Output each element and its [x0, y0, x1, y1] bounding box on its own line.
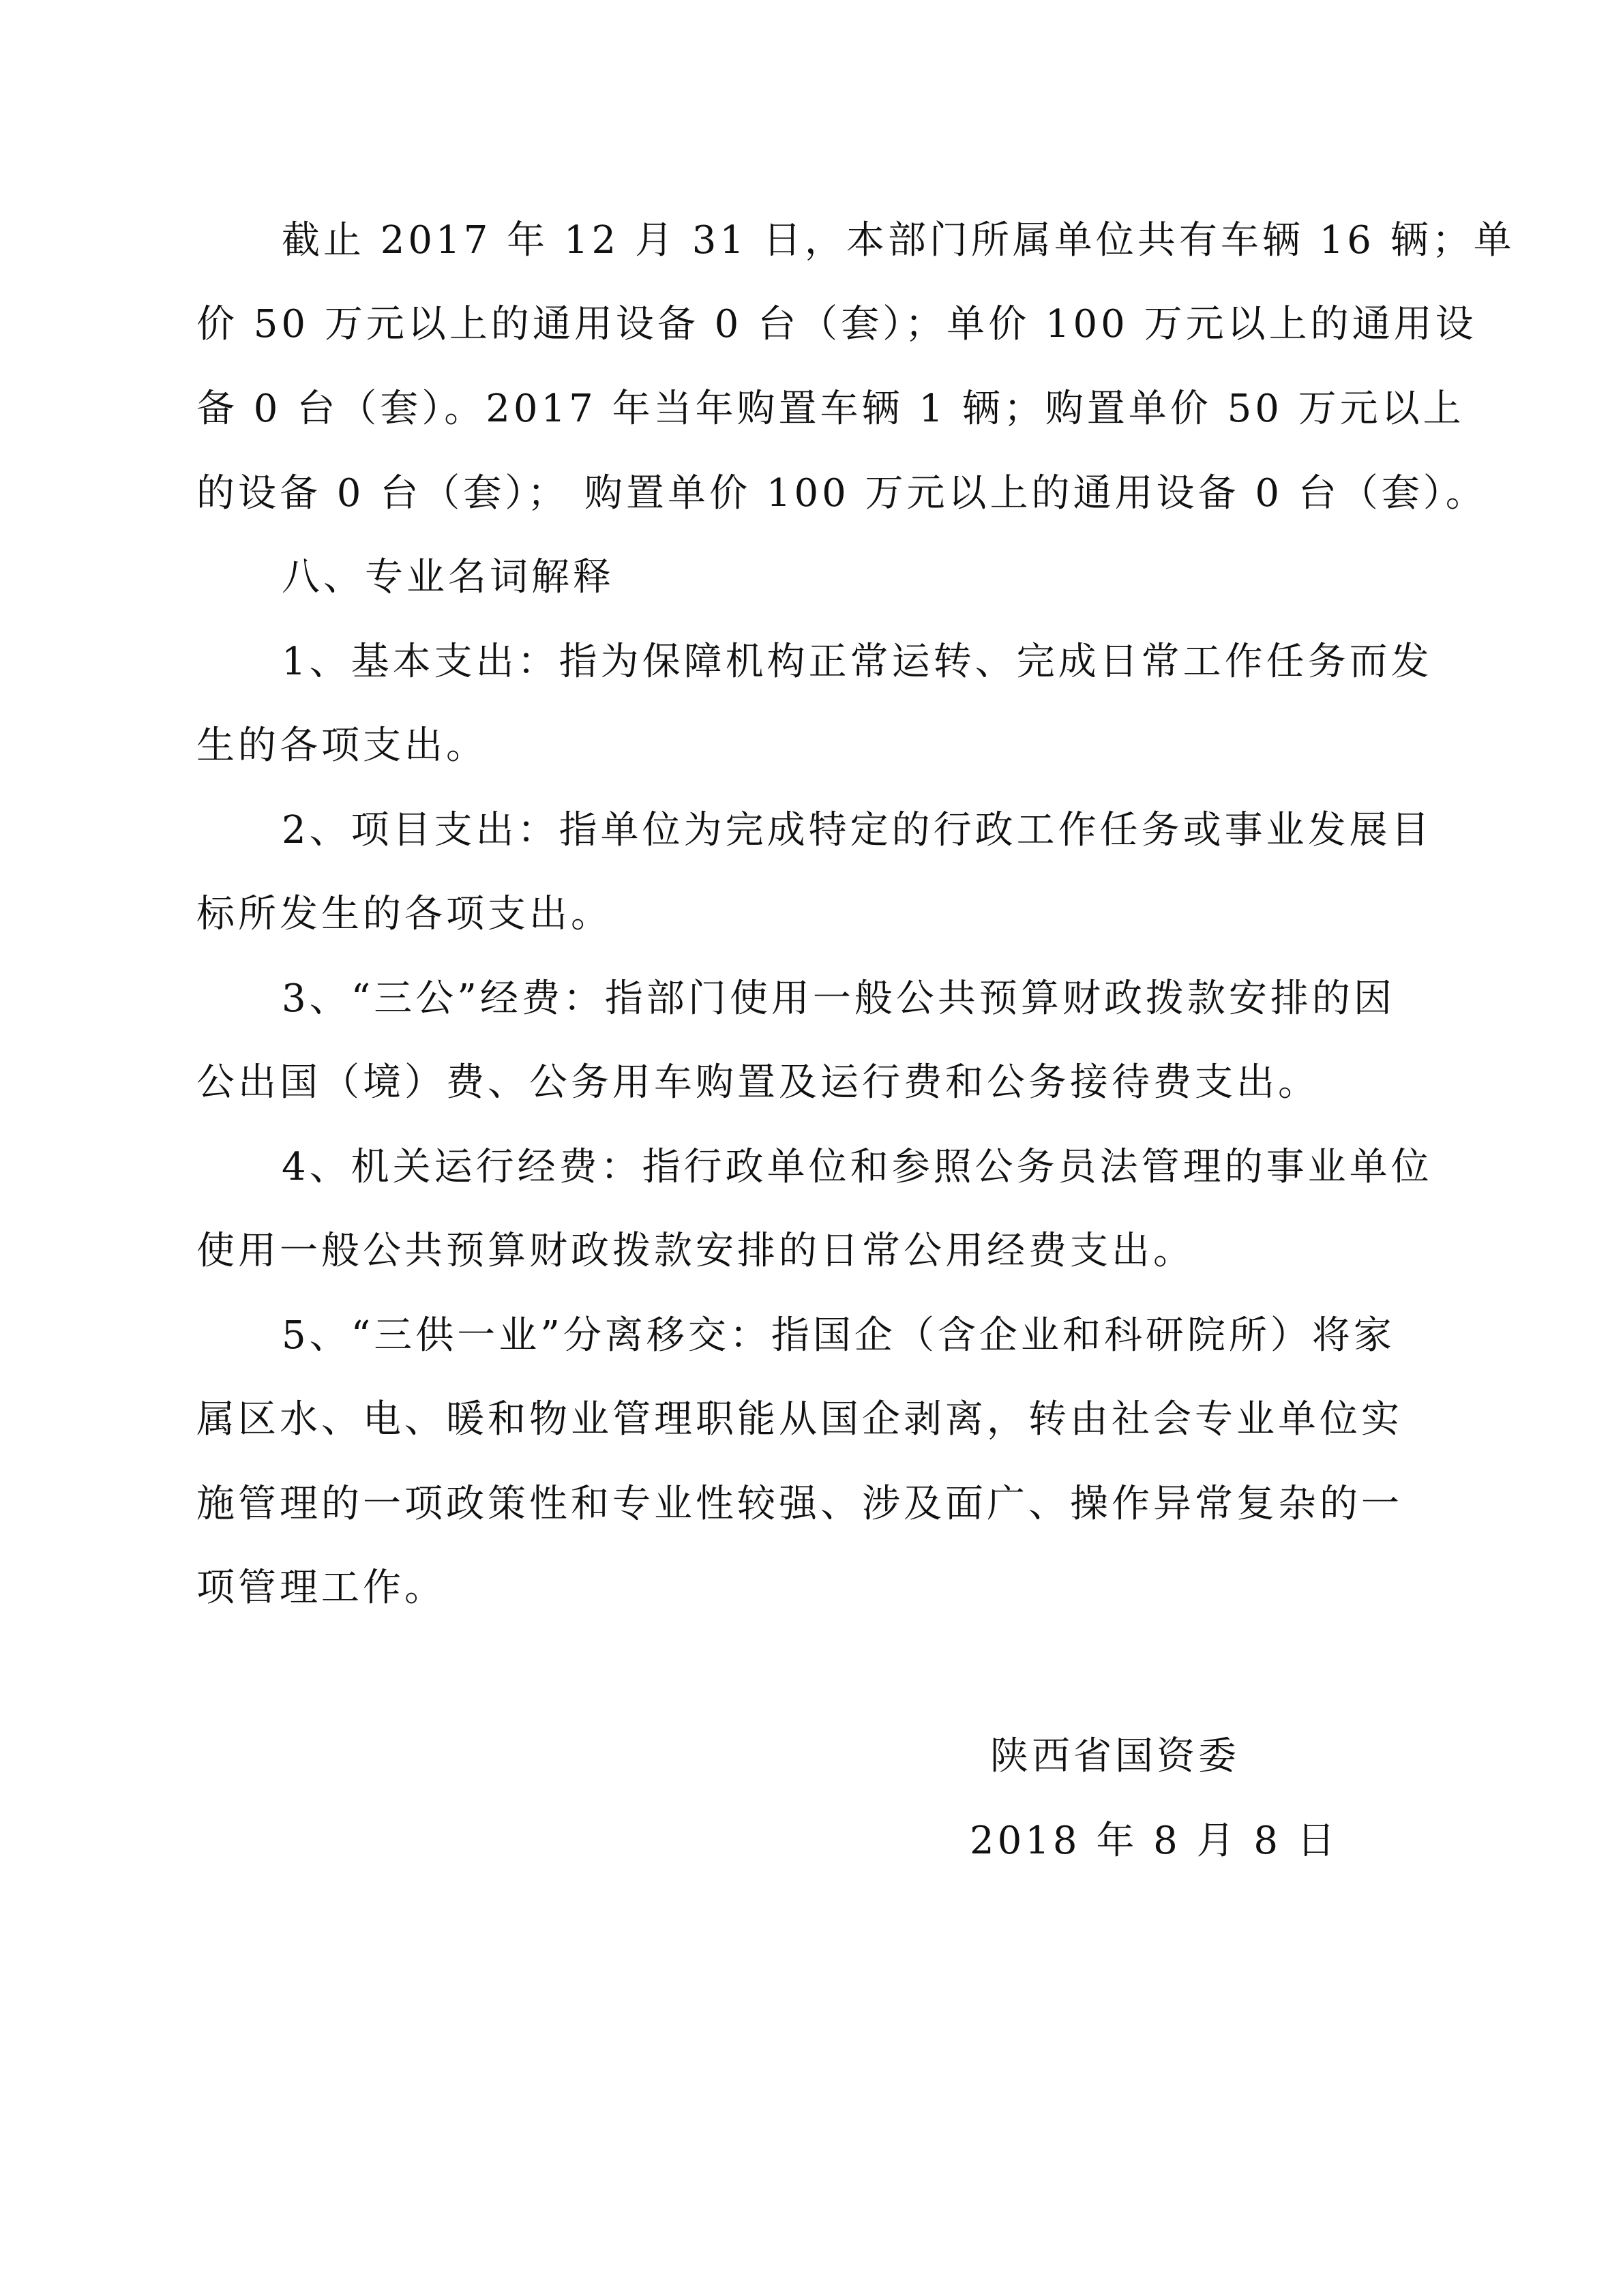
paragraph-line: 项管理工作。 [196, 1566, 446, 1610]
signature-date: 2018 年 8 月 8 日 [970, 1819, 1339, 1863]
paragraph-line: 1、基本支出：指为保障机构正常运转、完成日常工作任务而发 [282, 640, 1433, 684]
paragraph-line: 5、“三供一业”分离移交：指国企（含企业和科研院所）将家 [282, 1313, 1395, 1358]
paragraph-line: 的设备 0 台（套）； 购置单价 100 万元以上的通用设备 0 台（套）。 [196, 471, 1487, 516]
paragraph-line: 截止 2017 年 12 月 31 日，本部门所属单位共有车辆 16 辆；单 [282, 218, 1515, 263]
paragraph-line: 价 50 万元以上的通用设备 0 台（套）；单价 100 万元以上的通用设 [196, 302, 1477, 346]
paragraph-line: 公出国（境）费、公务用车购置及运行费和公务接待费支出。 [196, 1060, 1320, 1105]
paragraph-line: 生的各项支出。 [196, 724, 488, 768]
paragraph-line: 备 0 台（套）。2017 年当年购置车辆 1 辆；购置单价 50 万元以上 [196, 387, 1465, 431]
paragraph-line: 4、机关运行经费：指行政单位和参照公务员法管理的事业单位 [282, 1145, 1433, 1189]
paragraph-line: 3、“三公”经费：指部门使用一般公共预算财政拨款安排的因 [282, 976, 1395, 1021]
paragraph-line: 使用一般公共预算财政拨款安排的日常公用经费支出。 [196, 1229, 1195, 1273]
paragraph-line: 2、项目支出：指单位为完成特定的行政工作任务或事业发展目 [282, 808, 1433, 852]
paragraph-line: 标所发生的各项支出。 [196, 892, 612, 936]
section-heading: 八、专业名词解释 [282, 555, 614, 599]
paragraph-line: 施管理的一项政策性和专业性较强、涉及面广、操作异常复杂的一 [196, 1482, 1403, 1526]
signature-organization: 陕西省国资委 [990, 1734, 1240, 1778]
paragraph-line: 属区水、电、暖和物业管理职能从国企剥离，转由社会专业单位实 [196, 1397, 1403, 1442]
